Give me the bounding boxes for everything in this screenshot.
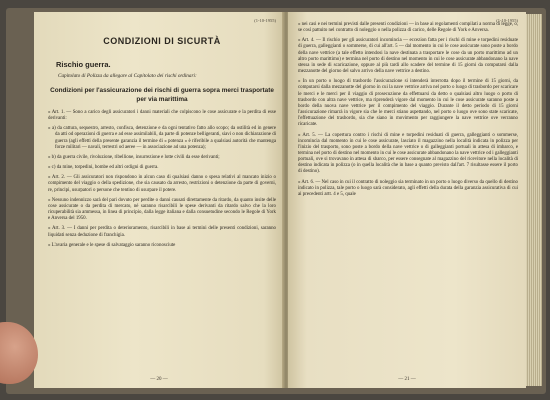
open-book: [6, 8, 546, 394]
left-page-content: [48, 36, 276, 253]
left-page: [34, 12, 284, 388]
article-3: « Art. 3. — I danni per perdita o deterioramento, risarcibili in base ai termini delle presenti condizioni, saranno liquidati senza deduzione di franchigia.: [48, 226, 276, 238]
article-2: « Art. 2. — Gli assicuratori non rispondono in alcun caso di qualsiasi danno o spesa relativi al mancato inizio o compimento del viaggio o della spedizione, che sia causato da arresto, restrizioni o detenzione da parte di governi, re, principi, usurpatori o persone che tentino di usurpare il potere.: [48, 175, 276, 193]
conditions-heading: Condizioni per l'assicurazione dei rischi di guerra sopra merci trasportate per via marittima: [50, 87, 274, 103]
article-1-item-a: « a) da cattura, sequestro, arresto, confisca, detenzione e da ogni tentativo fatto allo scopo; da ostilità ed in genere da atti od operazioni di guerra e ad esse assimilabili, da parte di potenze belligeranti, siavi o non dichiarazione di guerra (agli effetti della presente garanzia il termine di « potenza » è riferibile a qualsiasi autorità che mantenga forze militari — navali, terrestri od aeree — in associazione ad una potenza);: [48, 126, 276, 150]
right-page-content: [298, 22, 518, 202]
article-3-paragraph-2: « L'avaria generale e le spese di salvataggio saranno riconosciute: [48, 242, 176, 248]
article-3-continuation: « nei casi e nei termini previsti dalle presenti condizioni — in base ai regolamenti compilati a norma di legge, o, se così pattuito nel contratto di noleggio o nella polizza di carico, delle Regole di York e Anversa.: [298, 22, 518, 34]
section-heading: Rischio guerra.: [56, 60, 111, 69]
page-edges: [526, 14, 542, 386]
left-header-date: (1-10-1955): [254, 18, 276, 23]
page-title: CONDIZIONI DI SICURTÀ: [103, 36, 221, 46]
article-2-paragraph-2: « Nessuno indennizzo sarà del pari dovuto per perdite o danni causati direttamente da ritardo, da quanto insite delle cose assicurate o da perdita di mercato, né saranno risarcibili le spese derivanti da ritardo salvo che la loro ricuperabilità sia ammessa, in linea di principio, dalla legge italiana e dalla consuetudine secondo le Regole di York e Anversa del 1950.: [48, 197, 276, 222]
article-4: « Art. 4. — Il rischio per gli assicuratori incomincia — eccezion fatta per i rischi di mine e torpedini residuate di guerra, galleggianti o sommerse, di cui all'art. 5 — dal momento in cui le cose assicurate sono poste a bordo della nave vettrice (a tale effetto intendosi la nave destinata a trasportare le cose da un porto marittimo ad un altro porto marittimo) e termina nel porto di destino nel momento in cui le cose assicurate abbandonano la nave stessa in sede di scaricazione, oppure al più tardi allo scadere del termine di 15 giorni da computarsi dalla mezzanotte del giorno del salvo arrivo della nave vettrice a destino.: [298, 38, 518, 75]
article-6: « Art. 6. — Nel caso in cui il contratto di noleggio sia terminato in un porto o luogo diverso da quello di destino indicato in polizza, tale porto o luogo sarà considerato, agli effetti della durata della garanzia assicurativa di cui ai precedenti artt. 4 e 5, quale: [298, 179, 518, 197]
right-page: [288, 12, 526, 388]
article-1: « Art. 1. — Sono a carico degli assicuratori i danni materiali che colpiscono le cose assicurate e la perdita di esse derivanti:: [48, 110, 276, 122]
right-header-date: (1-10-1955): [496, 18, 518, 23]
right-page-number: — 21 —: [398, 377, 416, 382]
article-1-item-c: « c) da mine, torpedini, bombe ed altri ordigni di guerra.: [48, 165, 159, 171]
article-1-item-b: « b) da guerra civile, rivoluzione, ribellione, insurrezione e lotte civili da esse derivanti;: [48, 154, 220, 160]
article-4-paragraph-2: « In un porto o luogo di trasbordo l'assicurazione si intenderà interrotta dopo il termine di 15 giorni, da computarsi dalla mezzanotte del giorno in cui la nave vettrice arriva nel porto o luogo di trasbordo per scaricare le merci e le merci per il viaggio di prosecuzione da effettuarsi da detto o qualsiasi altro luogo o porto di trasbordo con altra nave vettrice, ma riprenderà vigore dal momento in cui le cose assicurate saranno poste a bordo della nuova nave vettrice per il compimento del viaggio. Durante il detto periodo di 15 giorni l'assicurazione rimarrà in vigore sia che le merci stiano aspettando, nel porto o luogo ove sono state scaricate, l'effettuazione del trasbordo, sia che siano in movimento per raggiungere la nave vettrice ove verranno ricaricate.: [298, 79, 518, 128]
section-subtitle: Capitolato di Polizza da allegare al Capitolato dei rischi ordinari:: [58, 73, 197, 79]
left-page-number: — 20 —: [150, 377, 168, 382]
article-5: « Art. 5. — La copertura contro i rischi di mine e torpedini residuati di guerra, galleggianti o sommerse, incomincia dal momento in cui le cose assicurate, lasciato il magazzino nella località indicata in polizza per l'inizio del trasporto, sono poste a bordo della nave vettrice o di galleggianti portuali in attesa di imbarco, e termina nel porto di destino nel momento in cui le cose assicurate abbandonano la nave vettrice od i galleggianti portuali, ove si trovavano in attesa di sbarco, per essere consegnate al magazzino del ricevitore nella località di destino indicata in polizza (o in quella località che in base a quanto previsto dall'art. 7 risultasse essere il porto di destino).: [298, 132, 518, 175]
